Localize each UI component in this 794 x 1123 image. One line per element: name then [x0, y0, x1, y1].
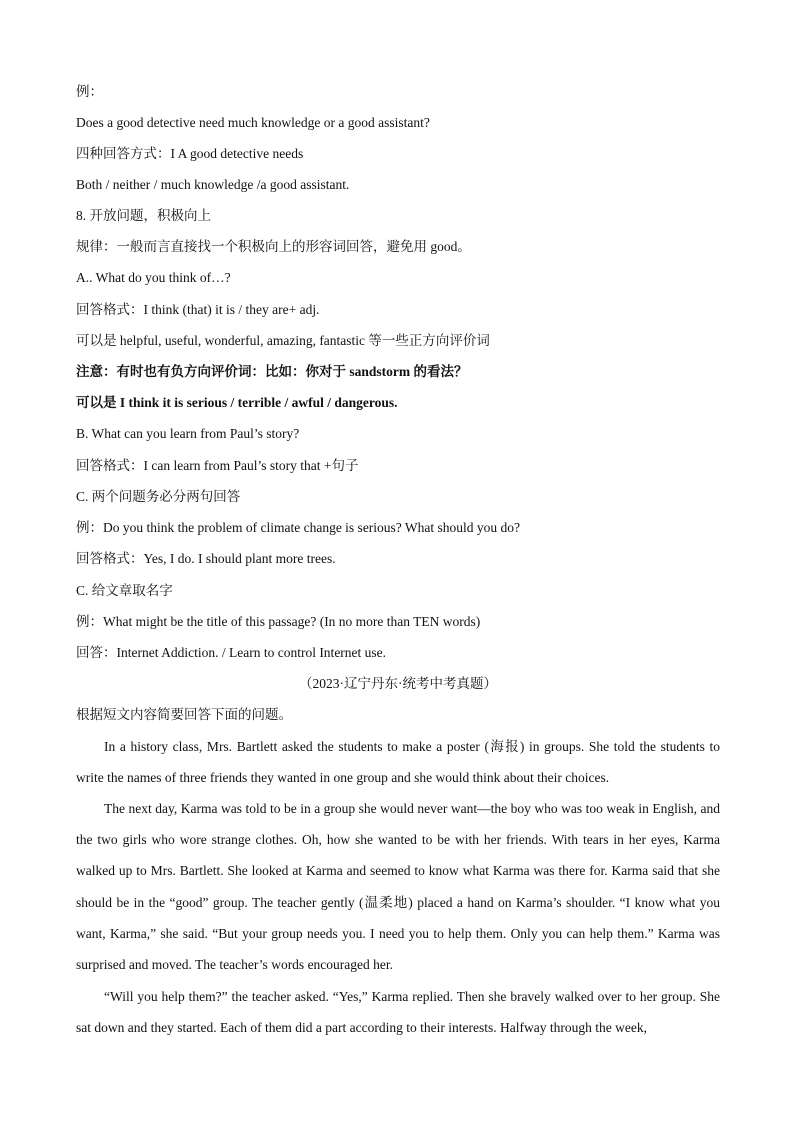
answer-format-a: 回答格式：I think (that) it is / they are+ adj. — [76, 302, 320, 317]
question-b: B. What can you learn from Paul’s story? — [76, 426, 300, 441]
question-c-two: C. 两个问题务必分两句回答 — [76, 489, 241, 504]
example-label: 例： — [76, 84, 103, 99]
example-title: 例：What might be the title of this passage? (In no more than TEN words) — [76, 614, 481, 629]
note-negative: 注意：有时也有负方向评价词：比如：你对于 sandstorm 的看法？ — [76, 364, 468, 379]
answer-options: Both / neither / much knowledge /a good assistant. — [76, 177, 350, 192]
question-c-title: C. 给文章取名字 — [76, 583, 173, 598]
passage-paragraph-2: The next day, Karma was told to be in a group she would never want—the boy who was too weak in English, and the two girls who wore strange clothes. Oh, how she wanted to be with her friends. With tears in her eyes, Karma walked up to Mrs. Bartlett. She looked at Karma and seemed to know what Karma was there for. Karma said that she should be in the “good” group. The teacher gently (温柔地) placed a hand on Karma’s shoulder. “I know what you want, Karma,” she said. “But your group needs you. I need you to help them. Only you can help them.” Karma was surprised and moved. The teacher’s words encouraged her. — [76, 801, 720, 973]
instruction: 根据短文内容简要回答下面的问题。 — [76, 707, 292, 722]
section-heading-8: 8. 开放问题，积极向上 — [76, 208, 211, 223]
answer-format-c: 回答格式：Yes, I do. I should plant more trees. — [76, 551, 336, 566]
rule-text: 规律：一般而言直接找一个积极向上的形容词回答，避免用 good。 — [76, 239, 471, 254]
passage-paragraph-1: In a history class, Mrs. Bartlett asked the students to make a poster (海报) in groups. She told the students to write the names of three friends they wanted in one group and she would think about their choices. — [76, 739, 720, 786]
passage-paragraph-3: “Will you help them?” the teacher asked. “Yes,” Karma replied. Then she bravely walked over to her group. She sat down and they started. Each of them did a part according to their interests. Halfway through the week, — [76, 989, 720, 1036]
example-question: Does a good detective need much knowledge or a good assistant? — [76, 115, 430, 130]
answer-methods: 四种回答方式：I A good detective needs — [76, 146, 304, 161]
question-a: A.. What do you think of…? — [76, 270, 231, 285]
answer-format-b: 回答格式：I can learn from Paul’s story that +句子 — [76, 458, 359, 473]
answer-title: 回答：Internet Addiction. / Learn to control Internet use. — [76, 645, 387, 660]
negative-example: 可以是 I think it is serious / terrible / awful / dangerous. — [76, 395, 398, 410]
source-citation: （2023·辽宁丹东·统考中考真题） — [299, 676, 497, 691]
positive-words: 可以是 helpful, useful, wonderful, amazing, fantastic 等一些正方向评价词 — [76, 333, 490, 348]
example-climate: 例：Do you think the problem of climate change is serious? What should you do? — [76, 520, 521, 535]
